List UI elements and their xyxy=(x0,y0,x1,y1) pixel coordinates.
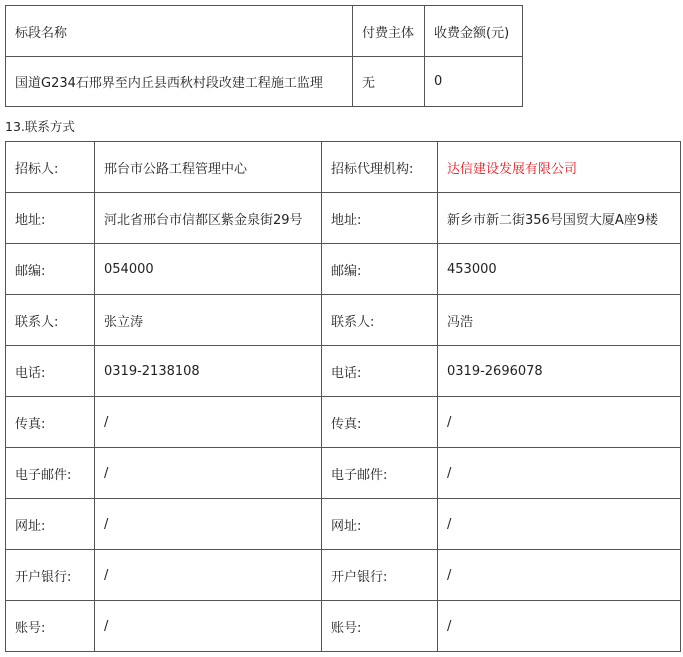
contact-table xyxy=(5,141,681,652)
tenderer-fax-value: / xyxy=(95,397,322,448)
tenderer-fax-label: 传真: xyxy=(6,397,95,448)
tenderer-address-label: 地址: xyxy=(6,193,95,244)
agency-bank-value: / xyxy=(438,550,681,601)
tenderer-email-value: / xyxy=(95,448,322,499)
contact-row-email xyxy=(6,448,681,499)
section-title: 13.联系方式 xyxy=(5,119,75,134)
contact-row-tenderer xyxy=(6,142,681,193)
agency-postcode-value: 453000 xyxy=(438,244,681,295)
contact-row-phone xyxy=(6,346,681,397)
agency-address-label: 地址: xyxy=(322,193,438,244)
fee-table-row xyxy=(6,57,523,107)
contact-row-fax xyxy=(6,397,681,448)
agency-postcode-label: 邮编: xyxy=(322,244,438,295)
agency-label: 招标代理机构: xyxy=(322,142,438,193)
agency-address-value: 新乡市新二街356号国贸大厦A座9楼 xyxy=(438,193,681,244)
section-name-value: 国道G234石邢界至内丘县西秋村段改建工程施工监理 xyxy=(6,57,353,107)
tenderer-website-label: 网址: xyxy=(6,499,95,550)
contact-row-bank xyxy=(6,550,681,601)
fee-amount-value: 0 xyxy=(425,57,523,107)
tenderer-email-label: 电子邮件: xyxy=(6,448,95,499)
contact-row-postcode xyxy=(6,244,681,295)
fee-table xyxy=(5,5,523,107)
header-payer: 付费主体 xyxy=(353,6,425,57)
agency-account-value: / xyxy=(438,601,681,652)
tenderer-bank-label: 开户银行: xyxy=(6,550,95,601)
tenderer-account-label: 账号: xyxy=(6,601,95,652)
tenderer-postcode-value: 054000 xyxy=(95,244,322,295)
header-section-name: 标段名称 xyxy=(6,6,353,57)
agency-phone-value: 0319-2696078 xyxy=(438,346,681,397)
tenderer-label: 招标人: xyxy=(6,142,95,193)
agency-bank-label: 开户银行: xyxy=(322,550,438,601)
tenderer-contact-label: 联系人: xyxy=(6,295,95,346)
tenderer-value: 邢台市公路工程管理中心 xyxy=(95,142,322,193)
tenderer-contact-value: 张立涛 xyxy=(95,295,322,346)
contact-row-website xyxy=(6,499,681,550)
agency-contact-value: 冯浩 xyxy=(438,295,681,346)
agency-website-label: 网址: xyxy=(322,499,438,550)
contact-row-contact-person xyxy=(6,295,681,346)
tenderer-postcode-label: 邮编: xyxy=(6,244,95,295)
tenderer-phone-label: 电话: xyxy=(6,346,95,397)
tenderer-account-value: / xyxy=(95,601,322,652)
tenderer-address-value: 河北省邢台市信都区紫金泉街29号 xyxy=(95,193,322,244)
agency-value: 达信建设发展有限公司 xyxy=(438,142,681,193)
agency-email-value: / xyxy=(438,448,681,499)
tenderer-website-value: / xyxy=(95,499,322,550)
agency-account-label: 账号: xyxy=(322,601,438,652)
agency-contact-label: 联系人: xyxy=(322,295,438,346)
header-fee-amount: 收费金额(元) xyxy=(425,6,523,57)
tenderer-phone-value: 0319-2138108 xyxy=(95,346,322,397)
tenderer-bank-value: / xyxy=(95,550,322,601)
agency-phone-label: 电话: xyxy=(322,346,438,397)
agency-fax-label: 传真: xyxy=(322,397,438,448)
fee-table-header-row xyxy=(6,6,523,57)
contact-row-address xyxy=(6,193,681,244)
contact-row-account xyxy=(6,601,681,652)
agency-fax-value: / xyxy=(438,397,681,448)
payer-value: 无 xyxy=(353,57,425,107)
agency-email-label: 电子邮件: xyxy=(322,448,438,499)
agency-website-value: / xyxy=(438,499,681,550)
